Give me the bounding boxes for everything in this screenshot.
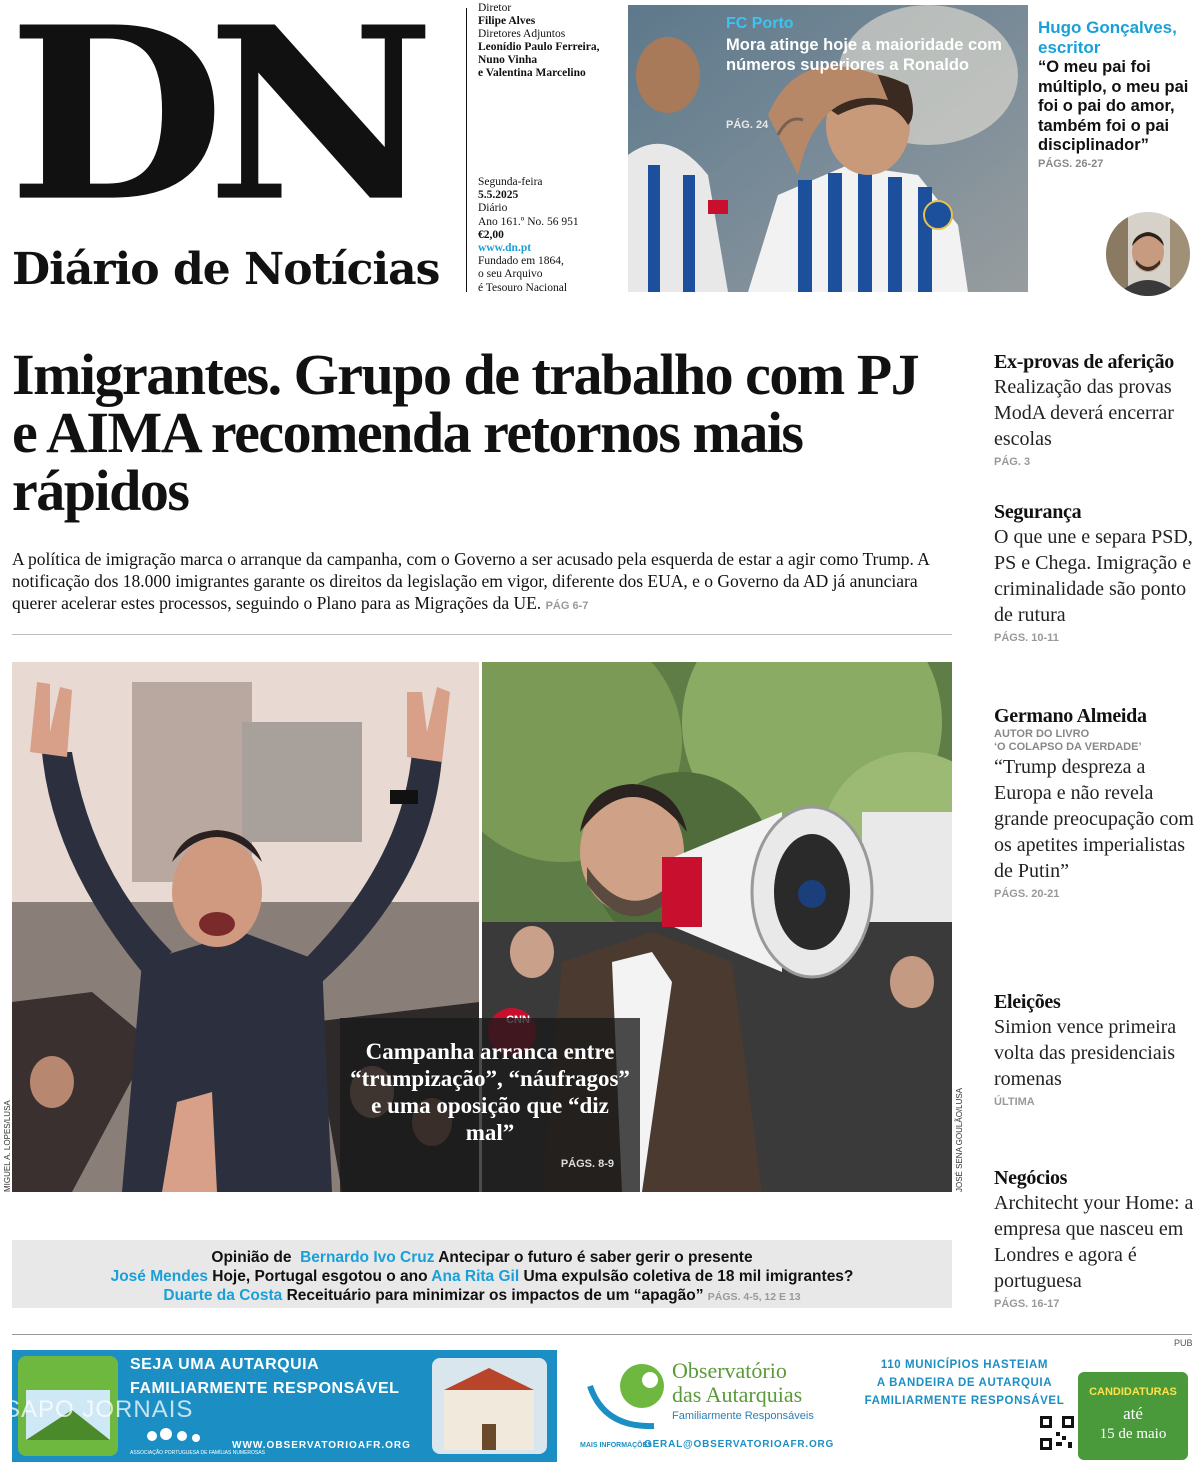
staff-box — [478, 2, 623, 80]
edition-box — [478, 176, 623, 295]
sidebar-text: “Trump despreza a Europa e não revela grande preocupação com os apetites imperialistas de Putin” — [994, 756, 1194, 882]
edition-site-link[interactable]: www.dn.pt — [478, 242, 532, 255]
opinion-line — [12, 1286, 952, 1307]
promo-hugo-goncalves[interactable] — [1038, 18, 1198, 170]
observatorio-logo-icon — [584, 1356, 674, 1436]
ad-email-link[interactable]: GERAL@OBSERVATORIOAFR.ORG — [644, 1439, 835, 1450]
sidebar-subkicker: AUTOR DO LIVRO — [994, 728, 1090, 740]
photo-credit-right: JOSÉ SENA GOULÃO/LUSA — [955, 1087, 964, 1192]
sidebar-kicker: Ex-provas de aferição — [994, 351, 1174, 373]
sidebar-text: O que une e separa PSD, PS e Chega. Imigração e criminalidade são ponto de rutura — [994, 526, 1193, 626]
sidebar-item-negocios[interactable] — [994, 1166, 1200, 1310]
opinion-author-link[interactable]: Bernardo Ivo Cruz — [300, 1249, 435, 1266]
promo-porto-tag: FC Porto — [726, 15, 794, 32]
edition-frequency: Diário — [478, 202, 508, 215]
sidebar-page: PÁGS. 16-17 — [994, 1298, 1060, 1310]
edition-price: €2,00 — [478, 228, 504, 241]
photo-story-page: PÁGS. 8-9 — [560, 1158, 614, 1170]
opinion-box — [12, 1240, 952, 1308]
deputy-name: Leonídio Paulo Ferreira, — [478, 41, 600, 53]
sapo-watermark: SAPO JORNAIS — [4, 1396, 194, 1423]
ad-left-line2: FAMILIARMENTE RESPONSÁVEL — [130, 1380, 400, 1397]
sidebar-text: Simion vence primeira volta das presidenciais romenas — [994, 1016, 1177, 1090]
ad-right-line: 110 MUNICÍPIOS HASTEIAM — [880, 1359, 1049, 1371]
avatar — [1106, 212, 1190, 296]
edition-archive: o seu Arquivo — [478, 268, 543, 281]
opinion-title[interactable]: Receituário para minimizar os impactos de um “apagão” — [286, 1287, 704, 1304]
opinion-title[interactable]: Uma expulsão coletiva de 18 mil imigrantes? — [523, 1268, 854, 1285]
opinion-author-link[interactable]: Duarte da Costa — [163, 1287, 283, 1304]
opinion-page: PÁGS. 4-5, 12 E 13 — [707, 1291, 801, 1303]
ad-right-line: A BANDEIRA DE AUTARQUIA — [876, 1377, 1053, 1389]
ad-assoc-label: ASSOCIAÇÃO PORTUGUESA DE FAMÍLIAS NUMEROSAS — [130, 1450, 265, 1456]
deputies-label: Diretores Adjuntos — [478, 28, 566, 40]
sidebar-item-afericao[interactable] — [994, 350, 1200, 468]
main-lead — [12, 548, 957, 617]
ad-url-link[interactable]: WWW.OBSERVATORIOAFR.ORG — [232, 1440, 411, 1451]
promo-hugo-quote: “O meu pai foi múltiplo, o meu pai foi o pai do amor, também foi o pai disciplinador” — [1038, 58, 1189, 154]
promo-porto-headline: Mora atinge hoje a maioridade com números superiores a Ronaldo — [726, 36, 1002, 74]
opinion-label: Opinião de — [211, 1249, 292, 1266]
sidebar-text: Architecht your Home: a empresa que nasceu em Londres e agora é portuguesa — [994, 1192, 1194, 1292]
sidebar-item-seguranca[interactable] — [994, 500, 1200, 644]
ad-divider — [12, 1334, 1192, 1335]
sidebar-kicker: Germano Almeida — [994, 705, 1147, 727]
edition-founded: Fundado em 1864, — [478, 255, 564, 268]
ad-brand-line3: Familiarmente Responsáveis — [672, 1410, 814, 1422]
edition-date: 5.5.2025 — [478, 189, 519, 202]
sidebar-page: PÁGS. 10-11 — [994, 632, 1059, 644]
promo-hugo-page: PÁGS. 26-27 — [1038, 157, 1104, 170]
main-lead-text: A política de imigração marca o arranque da campanha, com o Governo a ser acusado pela esquerda de estar a agir como Trump. A notificação dos 18.000 imigrantes garante os direitos da legislação em vigor, diferente dos EUA, e o Governo da AD já anunciara querer acelerar estes processos, seguindo o Plano para as Migrações da UE. — [12, 549, 929, 613]
sidebar-subkicker: ‘O COLAPSO DA VERDADE’ — [994, 741, 1142, 753]
edition-issue: Ano 161.º No. 56 951 — [478, 215, 579, 228]
ad-middle-panel — [572, 1350, 862, 1462]
sidebar-kicker: Eleições — [994, 991, 1061, 1013]
photo-story-caption[interactable] — [340, 1018, 640, 1192]
promo-porto-page: PÁG. 24 — [726, 119, 769, 131]
ad-cal-label: CANDIDATURAS — [1089, 1386, 1177, 1398]
ad-info-label: MAIS INFORMAÇÕES — [580, 1442, 652, 1449]
ad-brand-line1: Observatório — [672, 1358, 787, 1383]
sidebar-kicker: Segurança — [994, 501, 1082, 523]
ad-pub-label: PUB — [1174, 1338, 1193, 1348]
opinion-author-link[interactable]: José Mendes — [110, 1268, 208, 1285]
opinion-line — [12, 1267, 952, 1286]
qr-code-icon[interactable] — [1038, 1414, 1076, 1452]
masthead-logo: DN — [8, 0, 418, 254]
sidebar-kicker: Negócios — [994, 1167, 1068, 1189]
masthead — [8, 0, 460, 304]
opinion-author-link[interactable]: Ana Rita Gil — [431, 1268, 520, 1285]
divider — [12, 634, 952, 635]
edition-weekday: Segunda-feira — [478, 176, 543, 188]
promo-hugo-name: Hugo Gonçalves, escritor — [1038, 18, 1177, 57]
director-label: Diretor — [478, 2, 512, 14]
main-headline[interactable]: Imigrantes. Grupo de trabalho com PJ e AIMA recomenda retornos mais rápidos — [12, 342, 919, 523]
deputy-name: e Valentina Marcelino — [478, 67, 586, 79]
ad-right-line: FAMILIARMENTE RESPONSÁVEL — [864, 1395, 1065, 1407]
calendar-icon — [1078, 1372, 1188, 1460]
promo-fc-porto[interactable] — [628, 5, 1028, 292]
opinion-title[interactable]: Hoje, Portugal esgotou o ano — [212, 1268, 428, 1285]
hugo-portrait — [1106, 212, 1190, 296]
ad-right-panel — [862, 1350, 1192, 1462]
director-name: Filipe Alves — [478, 15, 536, 27]
deputy-name: Nuno Vinha — [478, 54, 538, 66]
masthead-name: Diário de Notícias — [12, 244, 440, 295]
sidebar-page: PÁGS. 20-21 — [994, 888, 1060, 900]
photo-story-headline: Campanha arranca entre “trumpização”, “náufragos” e uma oposição que “diz mal” — [350, 1039, 630, 1145]
main-lead-page: PÁG 6-7 — [545, 600, 589, 612]
edition-archive: é Tesouro Nacional — [478, 281, 568, 294]
ad-cal-date: 15 de maio — [1099, 1426, 1167, 1442]
sidebar-item-eleicoes[interactable] — [994, 990, 1200, 1108]
opinion-title[interactable]: Antecipar o futuro é saber gerir o presente — [438, 1249, 753, 1266]
sidebar-item-germano-almeida[interactable] — [994, 704, 1200, 900]
masthead-divider — [466, 8, 467, 292]
photo-credit-left: MIGUEL A. LOPES/LUSA — [3, 1100, 12, 1192]
sidebar-page: ÚLTIMA — [994, 1096, 1035, 1108]
ad-cal-until: até — [1123, 1404, 1143, 1423]
ad-left-line1: SEJA UMA AUTARQUIA — [130, 1356, 320, 1373]
ad-brand-line2: das Autarquias — [672, 1382, 803, 1407]
sidebar-text: Realização das provas ModA deverá encerrar escolas — [994, 376, 1174, 450]
opinion-line — [12, 1248, 952, 1267]
sidebar-page: PÁG. 3 — [994, 456, 1031, 468]
